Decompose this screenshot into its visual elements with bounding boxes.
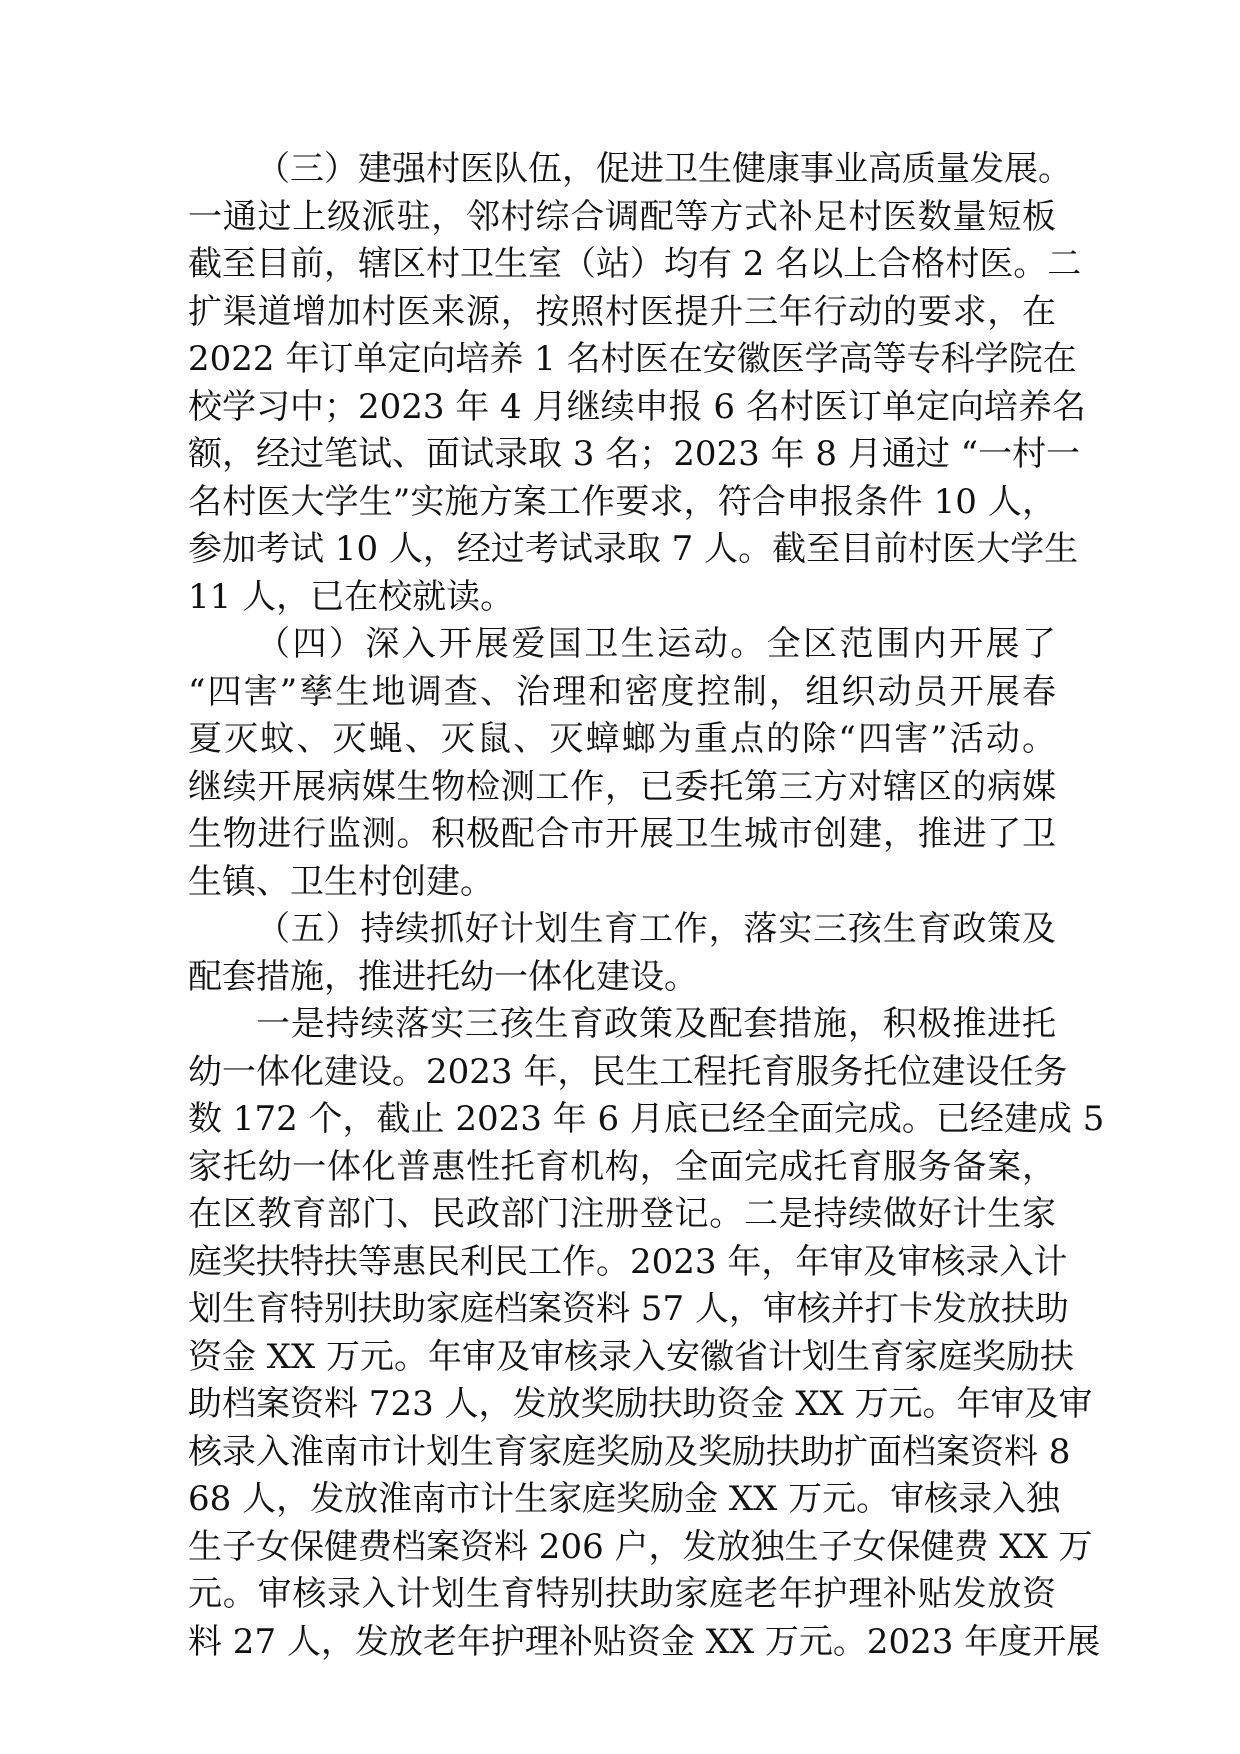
text-line: 家托幼一体化普惠性托育机构，全面完成托育服务备案， <box>188 1146 1056 1187</box>
text-line: 68 人，发放淮南市计生家庭奖励金 XX 万元。审核录入独 <box>188 1479 1061 1519</box>
text-line: （三）建强村医队伍，促进卫生健康事业高质量发展。 <box>256 149 1072 189</box>
text-line: 名村医大学生”实施方案工作要求，符合申报条件 10 人， <box>188 481 1056 522</box>
text-line: 生子女保健费档案资料 206 户，发放独生子女保健费 XX 万 <box>188 1526 1093 1567</box>
text-line: 生物进行监测。积极配合市开展卫生城市创建，推进了卫 <box>188 814 1056 854</box>
text-line: 额，经过笔试、面试录取 3 名；2023 年 8 月通过 “一村一 <box>188 434 1081 474</box>
text-line: 夏灭蚊、灭蝇、灭鼠、灭蟑螂为重点的除“四害”活动。 <box>188 719 1056 759</box>
text-line: 幼一体化建设。2023 年，民生工程托育服务托位建设任务 <box>188 1051 1068 1092</box>
text-line: 元。审核录入计划生育特别扶助家庭老年护理补贴发放资 <box>188 1574 1056 1614</box>
text-line: 助档案资料 723 人，发放奖励扶助资金 XX 万元。年审及审 <box>188 1384 1093 1424</box>
text-line: 2022 年订单定向培养 1 名村医在安徽医学高等专科学院在 <box>188 339 1077 379</box>
text-line: “四害”孳生地调查、治理和密度控制，组织动员开展春 <box>188 671 1056 712</box>
text-line: 参加考试 10 人，经过考试录取 7 人。截至目前村医大学生 <box>188 529 1079 569</box>
text-line: 一通过上级派驻，邻村综合调配等方式补足村医数量短板 <box>188 196 1056 237</box>
text-line: 划生育特别扶助家庭档案资料 57 人，审核并打卡发放扶助 <box>188 1289 1069 1329</box>
document-body <box>188 146 1105 1666</box>
text-line: 数 172 个，截止 2023 年 6 月底已经全面完成。已经建成 5 <box>188 1099 1105 1139</box>
text-line: 庭奖扶特扶等惠民利民工作。2023 年，年审及审核录入计 <box>188 1241 1068 1282</box>
text-line: 继续开展病媒生物检测工作，已委托第三方对辖区的病媒 <box>188 766 1056 807</box>
text-line: 一是持续落实三孩生育政策及配套措施，积极推进托 <box>256 1004 1056 1044</box>
text-line: 配套措施，推进托幼一体化建设。 <box>188 956 698 997</box>
text-line: 料 27 人，发放老年护理补贴资金 XX 万元。2023 年度开展 <box>188 1621 1101 1662</box>
text-line: 扩渠道增加村医来源，按照村医提升三年行动的要求，在 <box>188 291 1056 332</box>
text-line: 截至目前，辖区村卫生室（站）均有 2 名以上合格村医。二 <box>188 244 1082 284</box>
text-line: （五）持续抓好计划生育工作，落实三孩生育政策及 <box>256 909 1056 949</box>
text-line: 生镇、卫生村创建。 <box>188 861 494 902</box>
text-line: 11 人，已在校就读。 <box>188 576 515 617</box>
text-line: 校学习中；2023 年 4 月继续申报 6 名村医订单定向培养名 <box>188 386 1086 427</box>
text-line: 在区教育部门、民政部门注册登记。二是持续做好计生家 <box>188 1194 1056 1234</box>
text-line: 核录入淮南市计划生育家庭奖励及奖励扶助扩面档案资料 8 <box>188 1431 1071 1472</box>
text-line: 资金 XX 万元。年审及审核录入安徽省计划生育家庭奖励扶 <box>188 1336 1075 1377</box>
text-line: （四）深入开展爱国卫生运动。全区范围内开展了 <box>256 624 1056 664</box>
